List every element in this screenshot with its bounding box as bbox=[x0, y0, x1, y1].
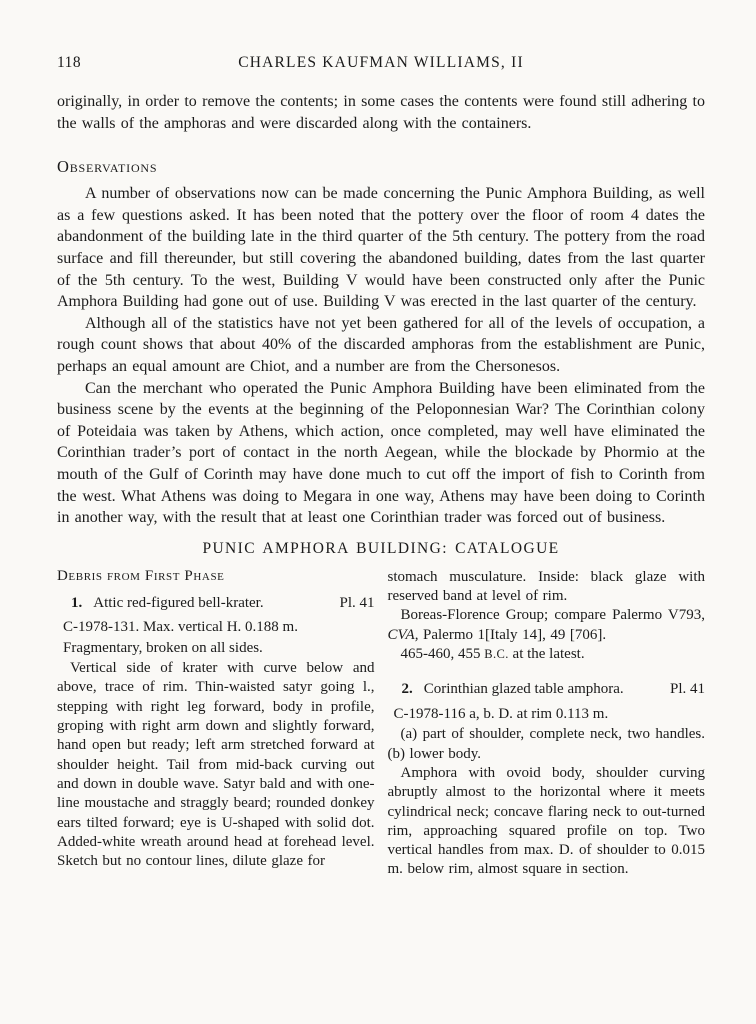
entry-1-reference-part1: Boreas-Florence Group; compare Palermo V793, bbox=[400, 607, 705, 624]
running-head-title: CHARLES KAUFMAN WILLIAMS, II bbox=[238, 54, 524, 71]
entry-2-title: Corinthian glazed table amphora. bbox=[423, 681, 624, 698]
entry-1-plate-ref: Pl. 41 bbox=[339, 594, 375, 611]
page-number: 118 bbox=[57, 54, 82, 71]
entry-2-inventory-line: C-1978-116 a, b. D. at rim 0.113 m. bbox=[393, 705, 609, 722]
entry-1-condition-line: Fragmentary, broken on all sides. bbox=[63, 639, 263, 656]
entry-1-reference-cva: CVA, bbox=[387, 626, 419, 643]
observations-paragraph-2: Although all of the statistics have not yet been gathered for all of the levels of occupation, a rough count shows that about 40% of the discarded amphoras from the establishment are Punic, perhaps an equal amount are Chiot, and a number are from the Chersonesos. bbox=[57, 314, 705, 375]
debris-first-phase-subheading: Debris from First Phase bbox=[57, 567, 225, 584]
observations-heading: Observations bbox=[57, 157, 158, 177]
entry-1-date-bc: B.C. bbox=[484, 646, 509, 661]
entry-1-title: Attic red-figured bell-krater. bbox=[93, 594, 264, 611]
observations-paragraph-3: Can the merchant who operated the Punic Amphora Building have been eliminated from the business scene by the events at the beginning of the Peloponnesian War? The Corinthian colony of Poteidaia was taken by Athens, which action, once completed, may well have eliminated the Corinthian trader’s port of contact in the north Aegean, while the blockade by Phormio at the mouth of the Gulf of Corinth may have done much to cut off the import of fish to Corinth from the west. What Athens was doing to Megara in one way, Athens may have been doing to Corinth in another way, with the result that at least one Corinthian trader was forced out of business. bbox=[57, 379, 705, 527]
continuation-paragraph: originally, in order to remove the contents; in some cases the contents were found still adhering to the walls of the amphoras and were discarded along with the containers. bbox=[57, 93, 705, 132]
entry-1-description-continuation: stomach musculature. Inside: black glaze with reserved band at level of rim. bbox=[387, 568, 705, 604]
entry-2-plate-ref: Pl. 41 bbox=[669, 681, 705, 698]
catalogue-heading: PUNIC AMPHORA BUILDING: CATALOGUE bbox=[202, 539, 560, 557]
running-head bbox=[57, 54, 705, 74]
entry-1-date-part2: at the latest. bbox=[508, 645, 585, 662]
entry-2-parts-line: (a) part of shoulder, complete neck, two handles. (b) lower body. bbox=[387, 726, 705, 762]
entry-2-description: Amphora with ovoid body, shoulder curving abruptly almost to the horizontal where it meets cylindrical neck; concave flaring neck to out-turned rim, approaching squared profile on top. Two vertical handles from max. D. of shoulder to 0.015 m. below rim, almost square in section. bbox=[387, 764, 705, 878]
entry-1-heading bbox=[57, 594, 375, 614]
entry-2-title-line bbox=[402, 680, 624, 700]
entry-1-reference bbox=[388, 606, 706, 645]
main-text bbox=[57, 91, 705, 529]
entry-2-number: 2. bbox=[401, 681, 413, 698]
entry-1-inventory-line: C-1978-131. Max. vertical H. 0.188 m. bbox=[63, 619, 298, 636]
entry-1-date-line bbox=[388, 645, 706, 665]
catalogue-left-column bbox=[57, 568, 375, 880]
entry-1-title-line bbox=[71, 594, 264, 614]
entry-2-heading bbox=[388, 680, 706, 700]
entry-1-reference-part2: Palermo 1[Italy 14], 49 [706]. bbox=[418, 626, 607, 643]
entry-1-description: Vertical side of krater with curve below and above, trace of rim. Thin-waisted satyr going l., stepping with right leg forward, body in profile, groping with right arm down and slightly forward, hand open but ready; left arm stretched forward at shoulder height. Tail from mid-back curving out and down in double wave. Satyr bald and with one-line moustache and straggly beard; rounded donkey ears tilted forward; eye is U-shaped with solid dot. Added-white wreath around head at forehead level. Sketch but no contour lines, dilute glaze for bbox=[57, 660, 375, 870]
observations-paragraph-1: A number of observations now can be made concerning the Punic Amphora Building, as well as a few questions asked. It has been noted that the pottery over the floor of room 4 dates the abandonment of the building late in the third quarter of the 5th century. The pottery from the road surface and fill thereunder, but still covering the abandoned building, dates from the last quarter of the 5th century. To the west, Building V would have been constructed only after the Punic Amphora Building had gone out of use. Building V was erected in the last quarter of the century. bbox=[57, 185, 705, 311]
catalogue-right-column bbox=[388, 568, 706, 880]
entry-1-number: 1. bbox=[71, 594, 83, 611]
catalogue-columns bbox=[57, 568, 705, 880]
entry-1-date-part1: 465-460, 455 bbox=[400, 645, 485, 662]
